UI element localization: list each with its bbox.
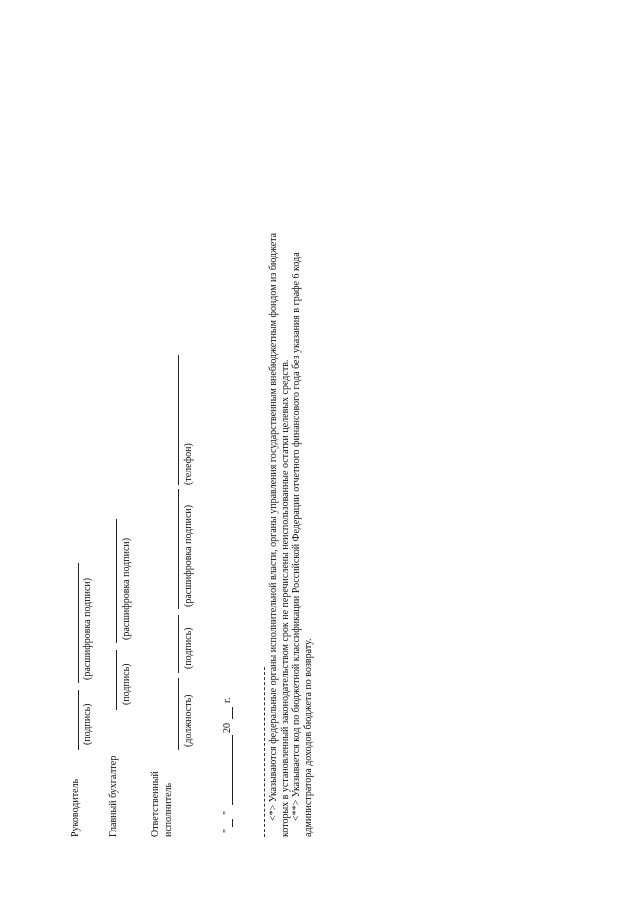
- date-month-line: [232, 735, 233, 805]
- accountant-decoding-line: [116, 519, 117, 643]
- accountant-signature-line: [116, 650, 117, 710]
- head-decoding-line: [78, 563, 79, 683]
- date-close-quote: ": [222, 810, 233, 815]
- accountant-decoding-caption: (расшифровка подписи): [121, 537, 132, 640]
- footnote-1-line2: которых в установленный законодательством срок не перечислены неиспользованные остатки целевых средств.: [279, 359, 291, 837]
- date-year-suffix: г.: [222, 697, 233, 703]
- executor-decoding-line: [178, 489, 179, 609]
- footnote-2-line2: администратора доходов бюджета по возврату.: [302, 638, 314, 837]
- executor-signature-caption: (подпись): [183, 627, 194, 669]
- head-label: Руководитель: [70, 778, 81, 837]
- executor-phone-caption: (телефон): [183, 443, 194, 485]
- footnotes-block: [268, 67, 314, 837]
- chief-accountant-label: Главный бухгалтер: [108, 755, 119, 837]
- executor-position-line: [178, 678, 179, 750]
- head-signature-line: [78, 690, 79, 750]
- accountant-signature-caption: (подпись): [121, 663, 132, 705]
- date-open-quote: ": [222, 828, 233, 833]
- footnote-2-line1: <**> Указывается код по бюджетной классификации Российской Федерации отчетного финансового года без указания в графе 6 кода: [291, 252, 302, 821]
- executor-signature-line: [178, 615, 179, 673]
- footnote-separator: [264, 667, 265, 837]
- executor-label-line1: Ответственный: [150, 771, 161, 837]
- executor-position-caption: (должность): [183, 694, 194, 747]
- executor-label-line2: исполнитель: [163, 782, 174, 837]
- head-signature-caption: (подпись): [82, 703, 93, 745]
- head-decoding-caption: (расшифровка подписи): [82, 577, 93, 680]
- date-year-line: [232, 707, 233, 719]
- executor-phone-line: [178, 355, 179, 485]
- footnote-1-line1: <*> Указываются федеральные органы исполнительной власти, органы управления государственным внебюджетным фондом из бюджета: [268, 232, 279, 821]
- date-day-line: [232, 819, 233, 827]
- executor-decoding-caption: (расшифровка подписи): [183, 504, 194, 607]
- date-century: 20: [222, 723, 233, 733]
